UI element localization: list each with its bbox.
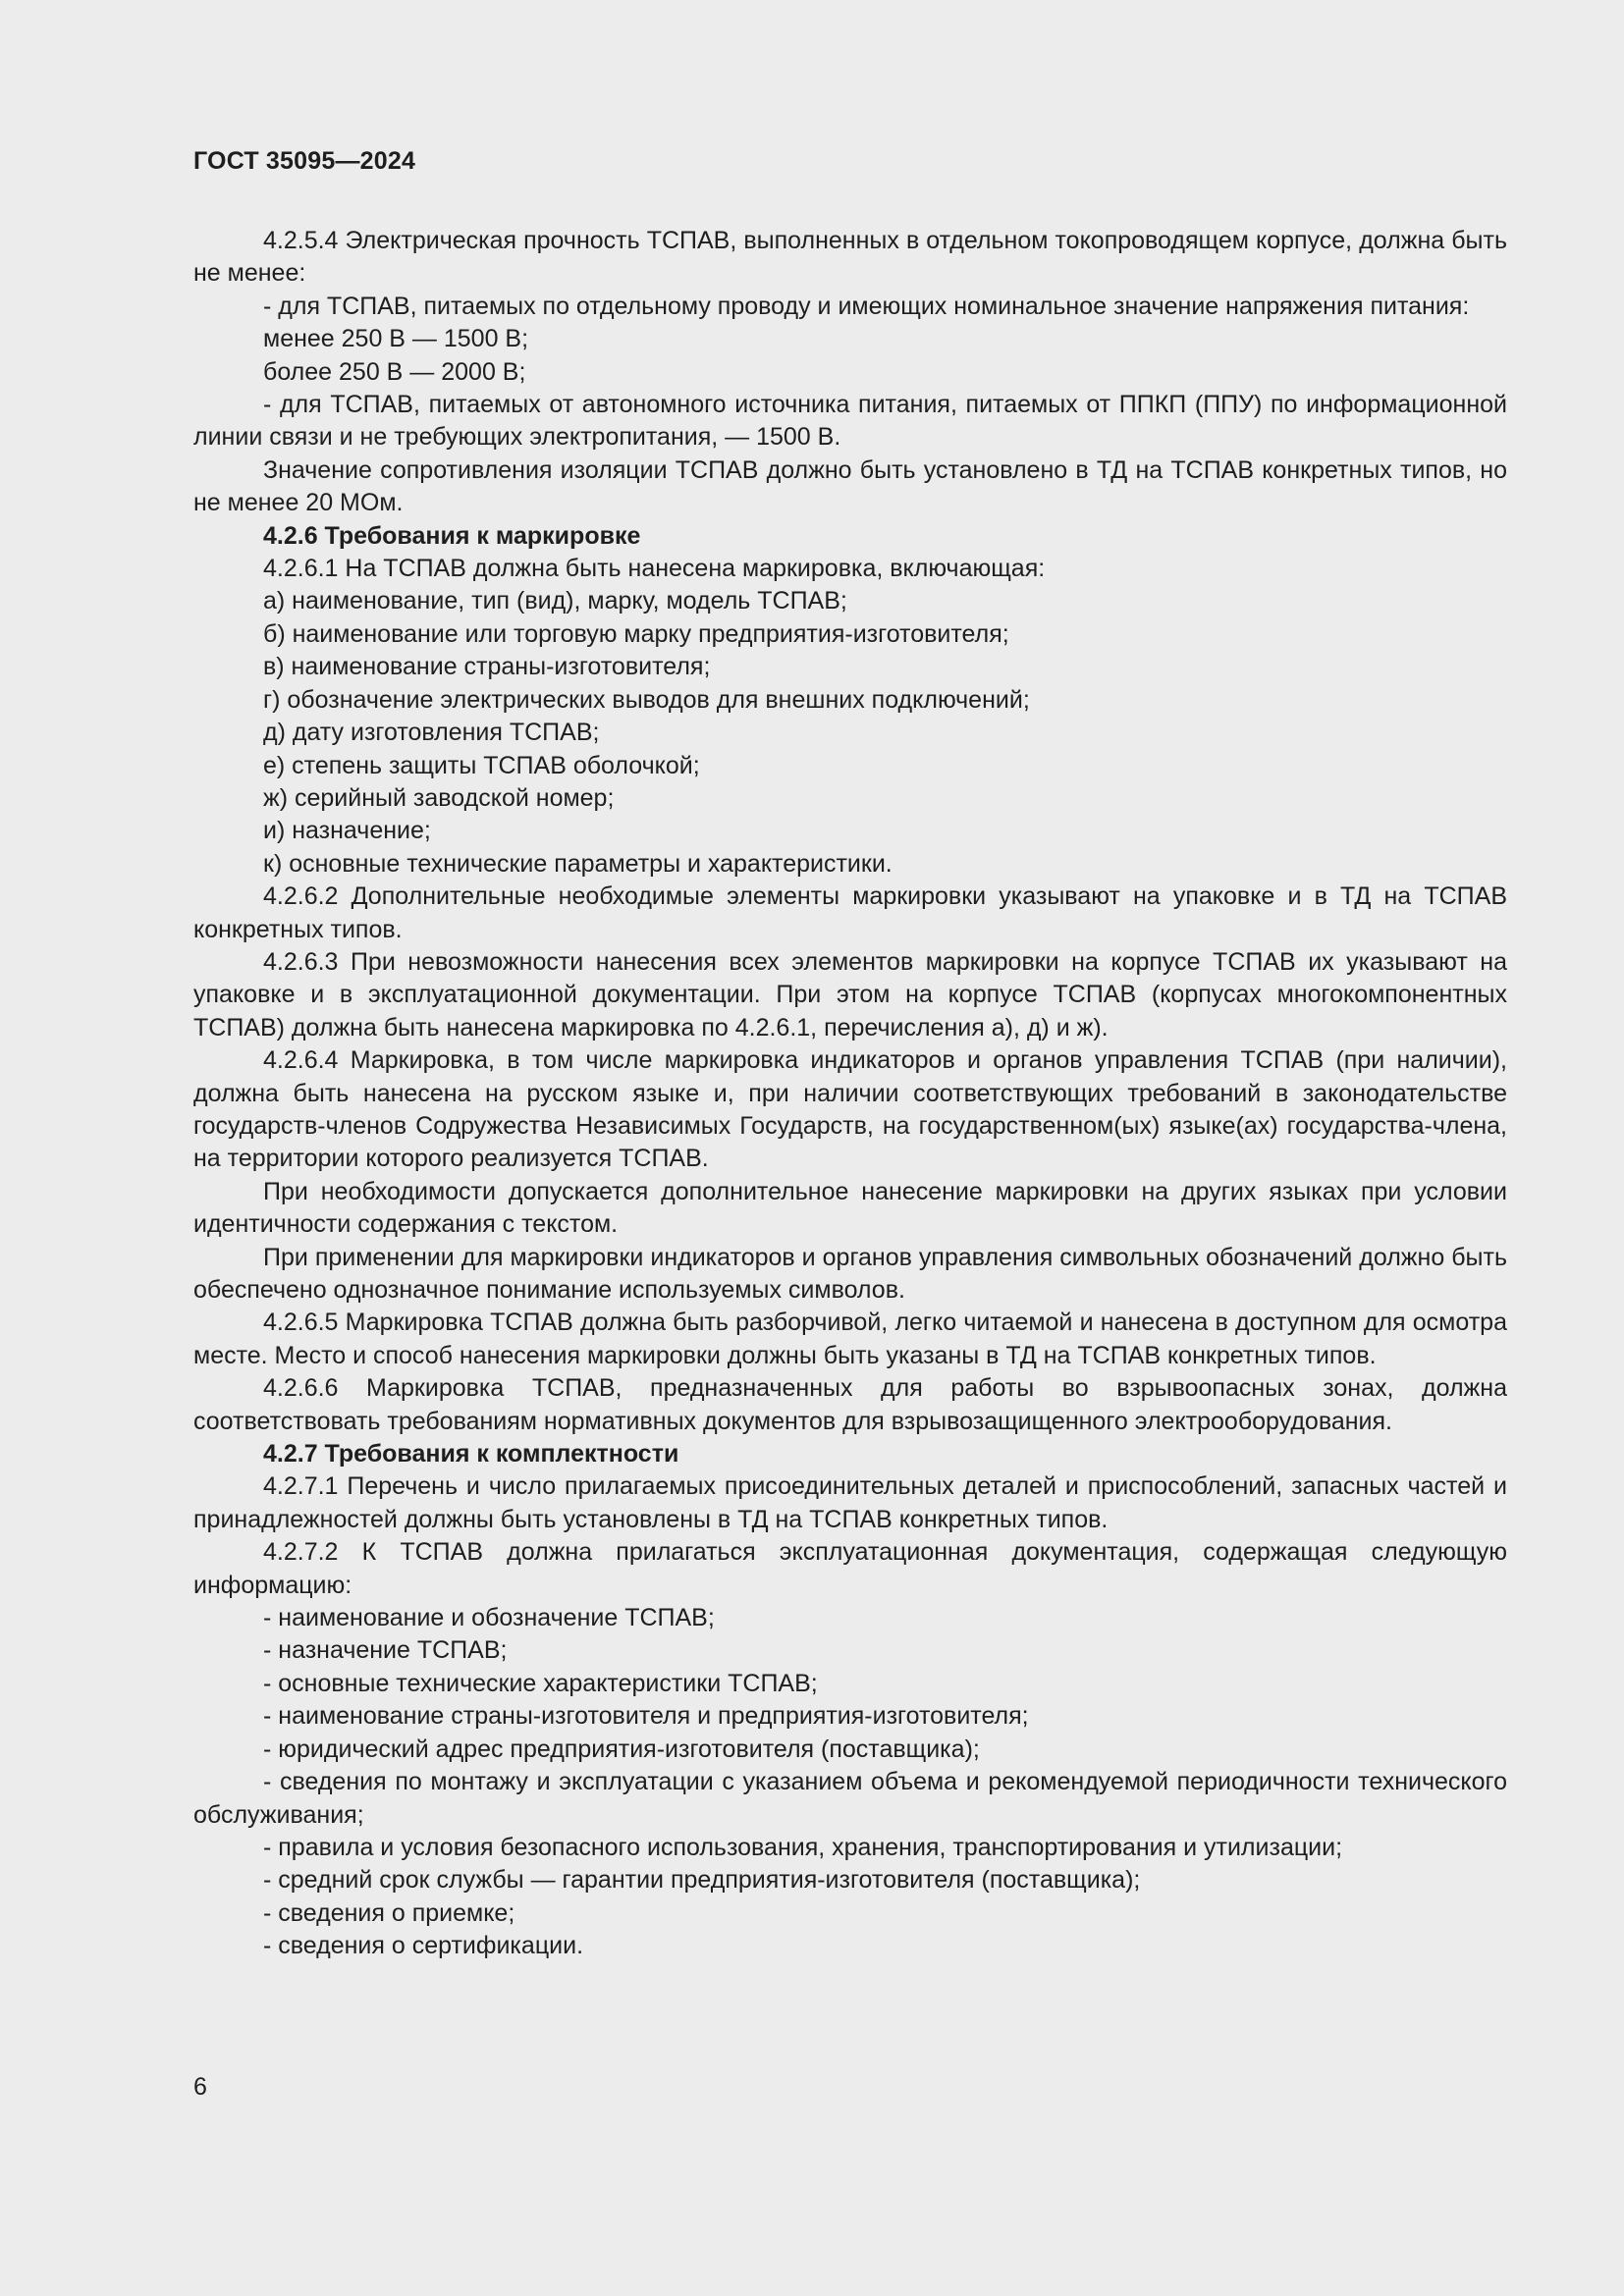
paragraph-4-2-6-2: 4.2.6.2 Дополнительные необходимые элементы маркировки указывают на упаковке и в ТД на ТСПАВ конкретных типов. — [193, 882, 1507, 943]
list-item: - наименование страны-изготовителя и предприятия-изготовителя; — [263, 1702, 1029, 1731]
list-item: - наименование и обозначение ТСПАВ; — [263, 1604, 715, 1632]
list-item: - юридический адрес предприятия-изготовителя (поставщика); — [263, 1735, 980, 1763]
list-item: - правила и условия безопасного использования, хранения, транспортирования и утилизации; — [263, 1833, 1343, 1861]
list-item: более 250 В — 2000 В; — [263, 357, 526, 386]
paragraph-4-2-6-4: 4.2.6.4 Маркировка, в том числе маркировка индикаторов и органов управления ТСПАВ (при наличии), должна быть нанесена на русском языке и, при наличии соответствующих требований в законодательстве государств-членов Содружества Независимых Государств, на государственном(ых) языке(ах) государства-члена, на территории которого реализуется ТСПАВ. — [193, 1046, 1507, 1173]
list-item: - сведения о сертификации. — [263, 1932, 584, 1960]
document-body — [193, 225, 1507, 1963]
list-item: к) основные технические параметры и характеристики. — [263, 849, 893, 878]
section-heading-4-2-6: 4.2.6 Требования к маркировке — [263, 521, 641, 550]
list-item: е) степень защиты ТСПАВ оболочкой; — [263, 751, 700, 779]
paragraph-4-2-6-6: 4.2.6.6 Маркировка ТСПАВ, предназначенных для работы во взрывоопасных зонах, должна соответствовать требованиям нормативных документов для взрывозащищенного электрооборудования. — [193, 1374, 1507, 1435]
paragraph-4-2-6-1: 4.2.6.1 На ТСПАВ должна быть нанесена маркировка, включающая: — [263, 555, 1046, 583]
list-item: и) назначение; — [263, 817, 431, 845]
document-header: ГОСТ 35095—2024 — [193, 147, 416, 175]
paragraph-4-2-6-3: 4.2.6.3 При невозможности нанесения всех элементов маркировки на корпусе ТСПАВ их указывают на упаковке и в эксплуатационной документации. При этом на корпусе ТСПАВ (корпусах многокомпонентных ТСПАВ) должна быть нанесена маркировка по 4.2.6.1, перечисления а), д) и ж). — [193, 947, 1507, 1041]
page-number: 6 — [193, 2073, 207, 2101]
paragraph: При необходимости допускается дополнительное нанесение маркировки на других языках при условии идентичности содержания с текстом. — [193, 1177, 1507, 1239]
paragraph-4-2-7-2: 4.2.7.2 К ТСПАВ должна прилагаться эксплуатационная документация, содержащая следующую информацию: — [193, 1538, 1507, 1599]
paragraph-4-2-6-5: 4.2.6.5 Маркировка ТСПАВ должна быть разборчивой, легко читаемой и нанесена в доступном для осмотра месте. Место и способ нанесения маркировки должны быть указаны в ТД на ТСПАВ конкретных типов. — [193, 1308, 1507, 1369]
list-item: - сведения по монтажу и эксплуатации с указанием объема и рекомендуемой периодичности технического обслуживания; — [193, 1768, 1507, 1829]
list-item: - основные технические характеристики ТСПАВ; — [263, 1669, 818, 1697]
list-item: ж) серийный заводской номер; — [263, 783, 615, 812]
paragraph-4-2-7-1: 4.2.7.1 Перечень и число прилагаемых присоединительных деталей и приспособлений, запасных частей и принадлежностей должны быть установлены в ТД на ТСПАВ конкретных типов. — [193, 1472, 1507, 1533]
list-item: а) наименование, тип (вид), марку, модель ТСПАВ; — [263, 587, 847, 615]
paragraph-4-2-5-4: 4.2.5.4 Электрическая прочность ТСПАВ, выполненных в отдельном токопроводящем корпусе, должна быть не менее: — [193, 227, 1507, 288]
list-item: б) наименование или торговую марку предприятия-изготовителя; — [263, 619, 1009, 648]
list-item: д) дату изготовления ТСПАВ; — [263, 719, 600, 747]
list-item: в) наименование страны-изготовителя; — [263, 653, 711, 681]
list-item: - назначение ТСПАВ; — [263, 1636, 508, 1665]
list-item: - средний срок службы — гарантии предприятия-изготовителя (поставщика); — [263, 1866, 1141, 1895]
list-item: - для ТСПАВ, питаемых по отдельному проводу и имеющих номинальное значение напряжения питания: — [263, 292, 1470, 320]
section-heading-4-2-7: 4.2.7 Требования к комплектности — [263, 1440, 679, 1468]
paragraph: При применении для маркировки индикаторов и органов управления символьных обозначений должно быть обеспечено однозначное понимание используемых символов. — [193, 1243, 1507, 1304]
list-item: - для ТСПАВ, питаемых от автономного источника питания, питаемых от ППКП (ППУ) по информационной линии связи и не требующих электропитания, — 1500 В. — [193, 391, 1507, 452]
paragraph: Значение сопротивления изоляции ТСПАВ должно быть установлено в ТД на ТСПАВ конкретных типов, но не менее 20 МОм. — [193, 455, 1507, 517]
list-item: менее 250 В — 1500 В; — [263, 325, 529, 353]
list-item: - сведения о приемке; — [263, 1898, 515, 1927]
list-item: г) обозначение электрических выводов для внешних подключений; — [263, 685, 1030, 714]
